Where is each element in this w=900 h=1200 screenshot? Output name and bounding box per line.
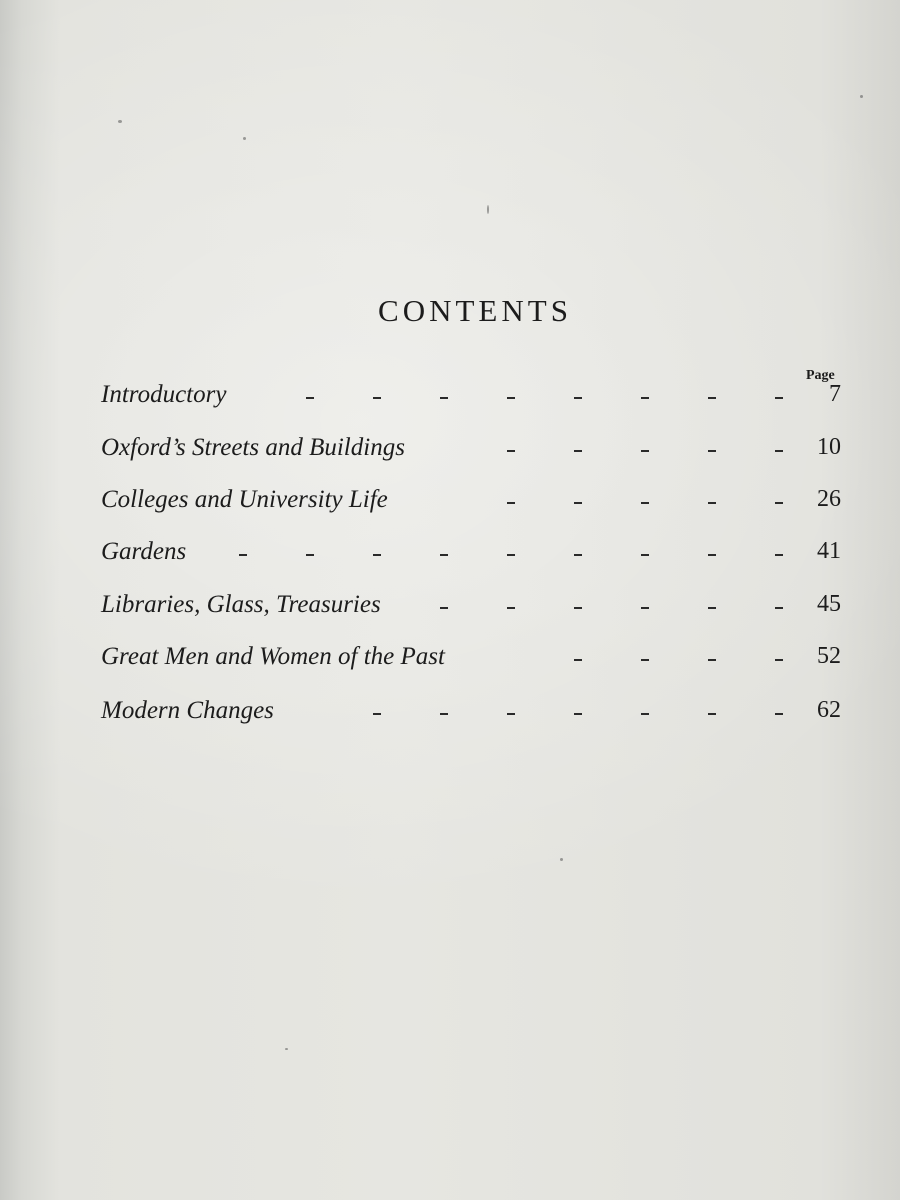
toc-entry-page: 45: [817, 591, 841, 617]
toc-entry-page: 26: [817, 486, 841, 512]
toc-entry-title: Libraries, Glass, Treasuries: [101, 591, 381, 618]
leader-dash: [775, 607, 783, 609]
paper-speck: [285, 1048, 288, 1050]
leader-dash: [239, 554, 247, 556]
toc-entry-page: 41: [817, 538, 841, 564]
leader-dash: [641, 502, 649, 504]
toc-entry: [101, 538, 841, 572]
leader-dash: [507, 713, 515, 715]
leader-dash: [775, 450, 783, 452]
leader-dash: [440, 713, 448, 715]
leader-dash: [708, 607, 716, 609]
leader-dash: [775, 397, 783, 399]
leader-dash: [440, 397, 448, 399]
leader-dash: [708, 397, 716, 399]
leader-dash: [641, 554, 649, 556]
paper-speck: [560, 858, 563, 861]
leader-dash: [641, 607, 649, 609]
leader-dash: [507, 450, 515, 452]
leader-dash: [574, 607, 582, 609]
toc-entry-page: 62: [817, 697, 841, 723]
toc-entry-title: Gardens: [101, 538, 187, 565]
toc-entry: [101, 486, 841, 520]
toc-entry: [101, 434, 841, 468]
toc-entry-page: 7: [829, 381, 841, 407]
toc-entry-title: Great Men and Women of the Past: [101, 643, 445, 670]
leader-dash: [507, 502, 515, 504]
leader-dash: [373, 713, 381, 715]
leader-dash: [507, 397, 515, 399]
leader-dash: [574, 554, 582, 556]
leader-dash: [574, 397, 582, 399]
toc-entry: [101, 697, 841, 731]
toc-entry-title: Modern Changes: [101, 697, 274, 724]
leader-dash: [775, 713, 783, 715]
leader-dash: [708, 659, 716, 661]
leader-dash: [708, 502, 716, 504]
leader-dash: [507, 554, 515, 556]
toc-entry-page: 52: [817, 643, 841, 669]
toc-entry-title: Colleges and University Life: [101, 486, 388, 513]
leader-dash: [775, 554, 783, 556]
contents-heading: CONTENTS: [378, 293, 572, 328]
toc-entry: [101, 381, 841, 415]
toc-entry-title: Oxford’s Streets and Buildings: [101, 434, 405, 461]
leader-dash: [440, 554, 448, 556]
paper-speck: [487, 205, 489, 214]
leader-dash: [373, 554, 381, 556]
leader-dash: [641, 659, 649, 661]
leader-dash: [373, 397, 381, 399]
leader-dash: [641, 713, 649, 715]
leader-dash: [708, 713, 716, 715]
leader-dash: [641, 397, 649, 399]
leader-dash: [775, 502, 783, 504]
leader-dash: [708, 450, 716, 452]
leader-dash: [641, 450, 649, 452]
paper-speck: [860, 95, 863, 98]
toc-entry-title: Introductory: [101, 381, 227, 408]
leader-dash: [306, 554, 314, 556]
leader-dash: [775, 659, 783, 661]
leader-dash: [574, 713, 582, 715]
page-column-label: Page: [806, 368, 835, 383]
leader-dash: [507, 607, 515, 609]
leader-dash: [574, 450, 582, 452]
leader-dash: [440, 607, 448, 609]
toc-entry: [101, 643, 841, 677]
toc-entry-page: 10: [817, 434, 841, 460]
paper-speck: [118, 120, 122, 123]
leader-dash: [708, 554, 716, 556]
toc-entry: [101, 591, 841, 625]
leader-dash: [306, 397, 314, 399]
leader-dash: [574, 659, 582, 661]
paper-speck: [243, 137, 246, 140]
leader-dash: [574, 502, 582, 504]
